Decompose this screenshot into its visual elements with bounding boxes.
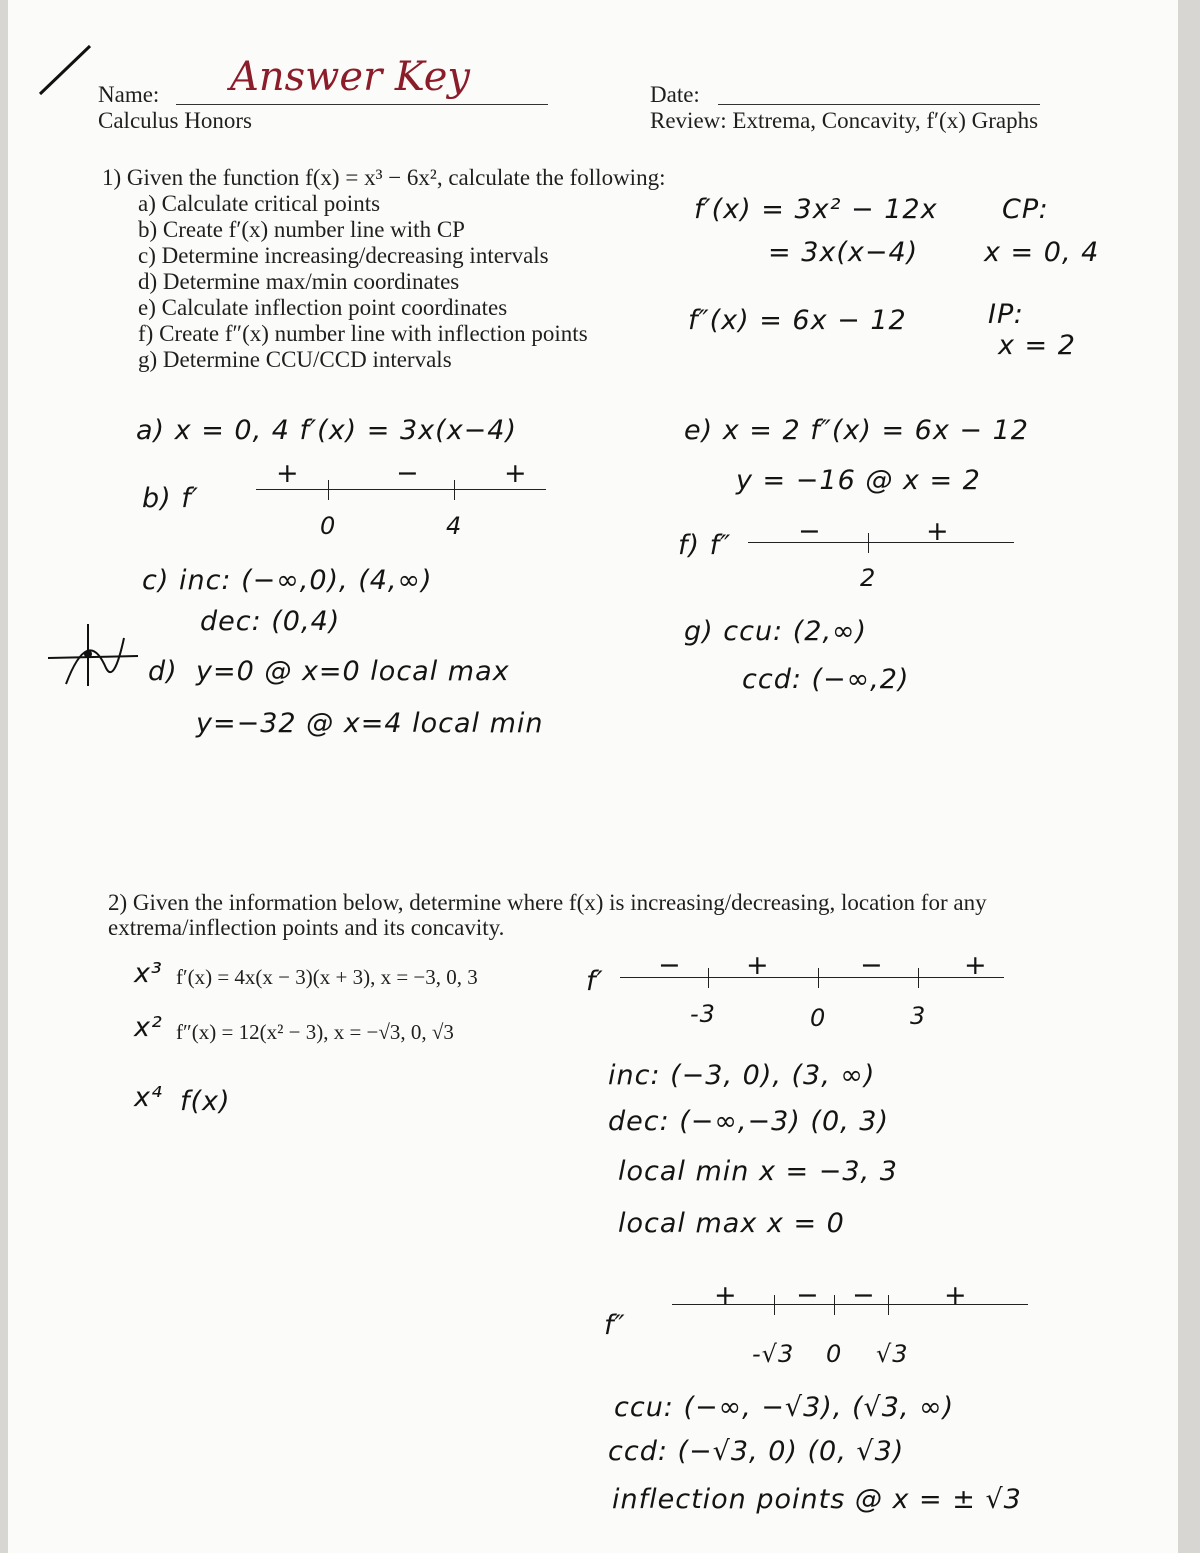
course-name: Calculus Honors xyxy=(98,108,252,133)
tick-label: -3 xyxy=(690,1000,716,1028)
sign-negative: − xyxy=(798,516,822,547)
q1-answer-f-label: f) f″ xyxy=(678,530,732,561)
tick-label: √3 xyxy=(876,1340,909,1368)
check-mark-icon xyxy=(36,42,96,102)
review-title: Review: Extrema, Concavity, f′(x) Graphs xyxy=(650,108,1039,133)
q2-inflection: inflection points @ x = ± √3 xyxy=(612,1484,1022,1515)
q1-answer-d-label: d) xyxy=(148,656,178,687)
q1-item-c: c) Determine increasing/decreasing intervals xyxy=(138,243,549,268)
date-underline xyxy=(718,104,1040,105)
number-line-tick xyxy=(454,480,455,500)
q2-prompt-line2: extrema/inflection points and its concavity. xyxy=(108,915,505,940)
q2-ccu: ccu: (−∞, −√3), (√3, ∞) xyxy=(614,1392,955,1423)
sign-positive: + xyxy=(964,950,988,981)
number-line-tick xyxy=(818,968,819,988)
tick-label: 0 xyxy=(320,512,337,540)
tick-label: 4 xyxy=(446,512,463,540)
q2-dec: dec: (−∞,−3) (0, 3) xyxy=(608,1106,890,1137)
sign-negative: − xyxy=(658,950,682,981)
tick-label: 3 xyxy=(910,1002,927,1030)
number-line-tick xyxy=(918,968,919,988)
number-line-tick xyxy=(708,968,709,988)
sign-positive: + xyxy=(926,516,950,547)
q1-fprime: f′(x) = 3x² − 12x xyxy=(694,194,938,225)
number-line-tick xyxy=(328,480,329,500)
q1-fdouble: f″(x) = 6x − 12 xyxy=(688,305,907,336)
sign-negative: − xyxy=(860,950,884,981)
q1-prompt: 1) Given the function f(x) = x³ − 6x², calculate the following: xyxy=(102,165,666,190)
degree-mark: x³ xyxy=(134,958,163,989)
q1-fprime-factored: = 3x(x−4) xyxy=(768,237,919,268)
number-line-tick xyxy=(868,533,869,553)
fdouble-number-line xyxy=(748,542,1014,543)
q1-answer-d-min: y=−32 @ x=4 local min xyxy=(196,708,544,739)
q1-answer-g-ccd: ccd: (−∞,2) xyxy=(742,664,910,695)
q1-answer-d-max: y=0 @ x=0 local max xyxy=(196,656,510,687)
name-underline xyxy=(176,104,548,105)
q1-answer-e-line2: y = −16 @ x = 2 xyxy=(736,465,981,496)
tick-label: 0 xyxy=(810,1004,827,1032)
sign-positive: + xyxy=(276,458,300,489)
q1-item-g: g) Determine CCU/CCD intervals xyxy=(138,347,452,372)
q2-ccd: ccd: (−√3, 0) (0, √3) xyxy=(608,1436,905,1467)
date-label: Date: xyxy=(650,82,700,107)
q1-cp-label: CP: xyxy=(1002,194,1049,225)
q1-answer-a: a) x = 0, 4 f′(x) = 3x(x−4) xyxy=(136,415,518,446)
q2-prompt-line1: 2) Given the information below, determine where f(x) is increasing/decreasing, location for any xyxy=(108,890,987,915)
q1-answer-c-dec: dec: (0,4) xyxy=(200,606,341,637)
tick-label: 0 xyxy=(826,1340,843,1368)
q1-item-a: a) Calculate critical points xyxy=(138,191,381,216)
tick-label: -√3 xyxy=(752,1340,795,1368)
q2-inc: inc: (−3, 0), (3, ∞) xyxy=(608,1060,876,1091)
q1-cp-values: x = 0, 4 xyxy=(984,237,1100,268)
q1-item-d: d) Determine max/min coordinates xyxy=(138,269,460,294)
extrema-sketch-icon xyxy=(48,620,148,690)
number-line-tick xyxy=(834,1295,835,1315)
sign-negative: − xyxy=(396,458,420,489)
q2-given-fprime: f′(x) = 4x(x − 3)(x + 3), x = −3, 0, 3 xyxy=(176,965,478,989)
q1-item-e: e) Calculate inflection point coordinates xyxy=(138,295,508,320)
q2-fprime-label: f′ xyxy=(586,966,604,997)
number-line-tick xyxy=(774,1295,775,1315)
q2-local-max: local max x = 0 xyxy=(618,1208,845,1239)
degree-mark: x⁴ xyxy=(134,1082,163,1113)
sign-negative: − xyxy=(796,1280,820,1311)
number-line-tick xyxy=(888,1295,889,1315)
q1-answer-e-line1: e) x = 2 f″(x) = 6x − 12 xyxy=(684,415,1029,446)
fprime-number-line xyxy=(256,489,546,490)
sign-negative: − xyxy=(852,1280,876,1311)
tick-label: 2 xyxy=(860,564,877,592)
sign-positive: + xyxy=(944,1280,968,1311)
q1-item-b: b) Create f′(x) number line with CP xyxy=(138,217,465,242)
q2-fdouble-label: f″ xyxy=(604,1310,626,1341)
name-value: Answer Key xyxy=(230,54,470,100)
q1-answer-g-ccu: g) ccu: (2,∞) xyxy=(684,616,868,647)
q2-given-fdouble: f″(x) = 12(x² − 3), x = −√3, 0, √3 xyxy=(176,1020,454,1044)
q1-answer-b-label: b) f′ xyxy=(142,483,199,514)
q1-item-f: f) Create f″(x) number line with inflection points xyxy=(138,321,588,346)
name-label: Name: xyxy=(98,82,160,107)
q1-ip-value: x = 2 xyxy=(998,330,1076,361)
worksheet-page xyxy=(8,0,1178,1553)
q2-local-min: local min x = −3, 3 xyxy=(618,1156,898,1187)
sign-positive: + xyxy=(746,950,770,981)
sign-positive: + xyxy=(504,458,528,489)
sign-positive: + xyxy=(714,1280,738,1311)
degree-mark: x² xyxy=(134,1012,163,1043)
q1-ip-label: IP: xyxy=(988,299,1024,330)
q1-answer-c-inc: c) inc: (−∞,0), (4,∞) xyxy=(142,565,433,596)
q2-given-f: f(x) xyxy=(180,1086,231,1117)
